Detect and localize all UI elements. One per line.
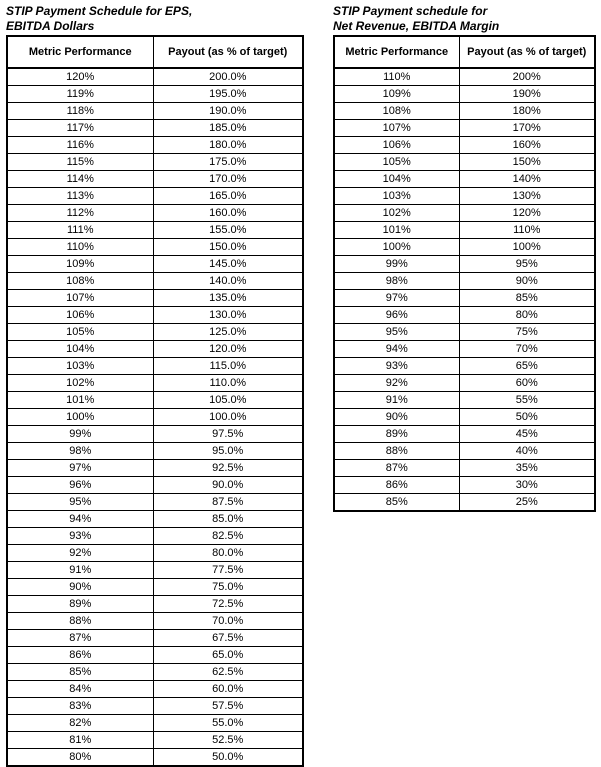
metric-performance-cell: 118%	[7, 103, 153, 120]
metric-performance-cell: 101%	[7, 392, 153, 409]
table-row	[7, 290, 303, 307]
payout-cell: 185.0%	[153, 120, 303, 137]
payout-cell: 125.0%	[153, 324, 303, 341]
metric-performance-cell: 82%	[7, 715, 153, 732]
metric-performance-cell: 116%	[7, 137, 153, 154]
table-row	[7, 103, 303, 120]
payout-cell: 85%	[459, 290, 595, 307]
table-row	[7, 477, 303, 494]
payout-cell: 195.0%	[153, 86, 303, 103]
metric-performance-cell: 96%	[334, 307, 459, 324]
table-row	[334, 120, 595, 137]
metric-performance-cell: 95%	[334, 324, 459, 341]
payout-cell: 40%	[459, 443, 595, 460]
metric-performance-cell: 91%	[334, 392, 459, 409]
metric-performance-cell: 93%	[334, 358, 459, 375]
column-header-payout: Payout (as % of target)	[459, 36, 595, 68]
left-table-body	[7, 68, 303, 766]
table-row	[7, 205, 303, 222]
table-row	[7, 732, 303, 749]
payout-cell: 35%	[459, 460, 595, 477]
payout-cell: 70.0%	[153, 613, 303, 630]
payout-cell: 170%	[459, 120, 595, 137]
metric-performance-cell: 86%	[7, 647, 153, 664]
table-row	[7, 68, 303, 86]
left-caption-line-2: EBITDA Dollars	[6, 19, 95, 33]
payout-cell: 130%	[459, 188, 595, 205]
table-row	[334, 273, 595, 290]
payout-cell: 160%	[459, 137, 595, 154]
table-row	[334, 137, 595, 154]
table-row	[334, 222, 595, 239]
metric-performance-cell: 89%	[7, 596, 153, 613]
metric-performance-cell: 114%	[7, 171, 153, 188]
table-row	[7, 579, 303, 596]
table-row	[7, 511, 303, 528]
metric-performance-cell: 91%	[7, 562, 153, 579]
payout-cell: 52.5%	[153, 732, 303, 749]
table-row	[7, 188, 303, 205]
table-row	[7, 273, 303, 290]
payout-cell: 150%	[459, 154, 595, 171]
payout-cell: 200.0%	[153, 68, 303, 86]
table-row	[7, 562, 303, 579]
metric-performance-cell: 94%	[334, 341, 459, 358]
payout-cell: 150.0%	[153, 239, 303, 256]
right-caption-line-2: Net Revenue, EBITDA Margin	[333, 19, 500, 33]
metric-performance-cell: 87%	[334, 460, 459, 477]
metric-performance-cell: 104%	[7, 341, 153, 358]
payout-cell: 170.0%	[153, 171, 303, 188]
payout-cell: 97.5%	[153, 426, 303, 443]
table-row	[334, 239, 595, 256]
metric-performance-cell: 109%	[7, 256, 153, 273]
right-table-caption	[333, 4, 596, 35]
table-row	[7, 630, 303, 647]
table-row	[334, 358, 595, 375]
metric-performance-cell: 98%	[334, 273, 459, 290]
table-row	[7, 681, 303, 698]
payout-cell: 55.0%	[153, 715, 303, 732]
metric-performance-cell: 92%	[7, 545, 153, 562]
table-row	[7, 222, 303, 239]
metric-performance-cell: 117%	[7, 120, 153, 137]
table-row	[334, 86, 595, 103]
table-row	[7, 698, 303, 715]
payout-cell: 140%	[459, 171, 595, 188]
metric-performance-cell: 85%	[7, 664, 153, 681]
table-header-row	[334, 36, 595, 68]
metric-performance-cell: 102%	[334, 205, 459, 222]
table-row	[7, 613, 303, 630]
payout-cell: 100%	[459, 239, 595, 256]
table-row	[7, 715, 303, 732]
payout-cell: 75.0%	[153, 579, 303, 596]
table-row	[334, 171, 595, 188]
metric-performance-cell: 106%	[334, 137, 459, 154]
metric-performance-cell: 111%	[7, 222, 153, 239]
payout-cell: 80%	[459, 307, 595, 324]
payout-cell: 92.5%	[153, 460, 303, 477]
payout-cell: 25%	[459, 494, 595, 512]
payout-cell: 120%	[459, 205, 595, 222]
metric-performance-cell: 100%	[334, 239, 459, 256]
payout-cell: 62.5%	[153, 664, 303, 681]
payout-cell: 90.0%	[153, 477, 303, 494]
column-header-metric: Metric Performance	[7, 36, 153, 68]
payout-cell: 120.0%	[153, 341, 303, 358]
payout-cell: 110%	[459, 222, 595, 239]
payout-cell: 165.0%	[153, 188, 303, 205]
table-row	[7, 528, 303, 545]
metric-performance-cell: 81%	[7, 732, 153, 749]
table-header-row	[7, 36, 303, 68]
payout-cell: 65%	[459, 358, 595, 375]
table-row	[334, 256, 595, 273]
metric-performance-cell: 115%	[7, 154, 153, 171]
payout-cell: 160.0%	[153, 205, 303, 222]
table-row	[7, 494, 303, 511]
payout-cell: 50%	[459, 409, 595, 426]
left-caption-line-1: STIP Payment Schedule for EPS,	[6, 4, 193, 18]
table-row	[7, 460, 303, 477]
payout-cell: 67.5%	[153, 630, 303, 647]
right-caption-line-1: STIP Payment schedule for	[333, 4, 488, 18]
metric-performance-cell: 97%	[334, 290, 459, 307]
table-row	[7, 86, 303, 103]
metric-performance-cell: 110%	[7, 239, 153, 256]
metric-performance-cell: 80%	[7, 749, 153, 767]
payout-cell: 180%	[459, 103, 595, 120]
table-row	[7, 341, 303, 358]
table-row	[7, 120, 303, 137]
table-row	[334, 341, 595, 358]
table-row	[334, 188, 595, 205]
table-row	[7, 409, 303, 426]
payout-cell: 180.0%	[153, 137, 303, 154]
payout-cell: 80.0%	[153, 545, 303, 562]
payout-cell: 95%	[459, 256, 595, 273]
metric-performance-cell: 95%	[7, 494, 153, 511]
metric-performance-cell: 103%	[7, 358, 153, 375]
payout-cell: 82.5%	[153, 528, 303, 545]
table-row	[334, 392, 595, 409]
metric-performance-cell: 120%	[7, 68, 153, 86]
table-row	[7, 239, 303, 256]
metric-performance-cell: 96%	[7, 477, 153, 494]
table-row	[7, 154, 303, 171]
column-header-metric: Metric Performance	[334, 36, 459, 68]
metric-performance-cell: 119%	[7, 86, 153, 103]
payout-cell: 87.5%	[153, 494, 303, 511]
table-row	[334, 205, 595, 222]
column-header-payout: Payout (as % of target)	[153, 36, 303, 68]
payout-cell: 90%	[459, 273, 595, 290]
payout-cell: 110.0%	[153, 375, 303, 392]
payout-cell: 95.0%	[153, 443, 303, 460]
metric-performance-cell: 97%	[7, 460, 153, 477]
metric-performance-cell: 110%	[334, 68, 459, 86]
metric-performance-cell: 104%	[334, 171, 459, 188]
metric-performance-cell: 90%	[334, 409, 459, 426]
table-row	[334, 460, 595, 477]
net-revenue-ebitda-margin-schedule	[333, 4, 596, 512]
metric-performance-cell: 87%	[7, 630, 153, 647]
metric-performance-cell: 105%	[334, 154, 459, 171]
payout-cell: 65.0%	[153, 647, 303, 664]
metric-performance-cell: 105%	[7, 324, 153, 341]
table-row	[7, 137, 303, 154]
metric-performance-cell: 92%	[334, 375, 459, 392]
table-row	[7, 392, 303, 409]
payout-cell: 30%	[459, 477, 595, 494]
table-row	[334, 409, 595, 426]
payout-cell: 60%	[459, 375, 595, 392]
payout-cell: 45%	[459, 426, 595, 443]
table-row	[7, 171, 303, 188]
metric-performance-cell: 100%	[7, 409, 153, 426]
payout-cell: 135.0%	[153, 290, 303, 307]
payout-cell: 50.0%	[153, 749, 303, 767]
table-row	[7, 647, 303, 664]
metric-performance-cell: 88%	[7, 613, 153, 630]
table-row	[334, 307, 595, 324]
metric-performance-cell: 107%	[7, 290, 153, 307]
table-row	[7, 324, 303, 341]
payout-cell: 145.0%	[153, 256, 303, 273]
table-row	[7, 443, 303, 460]
metric-performance-cell: 112%	[7, 205, 153, 222]
table-row	[7, 256, 303, 273]
payout-cell: 155.0%	[153, 222, 303, 239]
table-row	[334, 477, 595, 494]
table-row	[334, 290, 595, 307]
metric-performance-cell: 86%	[334, 477, 459, 494]
payout-cell: 77.5%	[153, 562, 303, 579]
table-row	[7, 664, 303, 681]
payout-cell: 190.0%	[153, 103, 303, 120]
table-row	[334, 68, 595, 86]
table-row	[334, 494, 595, 512]
table-row	[7, 545, 303, 562]
payout-cell: 75%	[459, 324, 595, 341]
payout-cell: 57.5%	[153, 698, 303, 715]
metric-performance-cell: 99%	[334, 256, 459, 273]
metric-performance-cell: 94%	[7, 511, 153, 528]
payout-cell: 100.0%	[153, 409, 303, 426]
metric-performance-cell: 99%	[7, 426, 153, 443]
payout-cell: 175.0%	[153, 154, 303, 171]
right-payout-table	[333, 35, 596, 512]
metric-performance-cell: 108%	[7, 273, 153, 290]
payout-cell: 190%	[459, 86, 595, 103]
table-row	[334, 103, 595, 120]
payout-cell: 72.5%	[153, 596, 303, 613]
metric-performance-cell: 88%	[334, 443, 459, 460]
table-row	[7, 426, 303, 443]
metric-performance-cell: 102%	[7, 375, 153, 392]
metric-performance-cell: 107%	[334, 120, 459, 137]
metric-performance-cell: 98%	[7, 443, 153, 460]
table-row	[334, 375, 595, 392]
payout-cell: 130.0%	[153, 307, 303, 324]
metric-performance-cell: 113%	[7, 188, 153, 205]
metric-performance-cell: 108%	[334, 103, 459, 120]
table-row	[334, 443, 595, 460]
metric-performance-cell: 101%	[334, 222, 459, 239]
payout-cell: 55%	[459, 392, 595, 409]
right-table-body	[334, 68, 595, 511]
payout-cell: 105.0%	[153, 392, 303, 409]
payout-cell: 60.0%	[153, 681, 303, 698]
table-row	[334, 426, 595, 443]
table-row	[334, 324, 595, 341]
metric-performance-cell: 83%	[7, 698, 153, 715]
table-row	[7, 358, 303, 375]
payout-cell: 85.0%	[153, 511, 303, 528]
payout-cell: 140.0%	[153, 273, 303, 290]
metric-performance-cell: 106%	[7, 307, 153, 324]
metric-performance-cell: 85%	[334, 494, 459, 512]
eps-ebitda-dollars-schedule	[6, 4, 304, 767]
metric-performance-cell: 103%	[334, 188, 459, 205]
metric-performance-cell: 109%	[334, 86, 459, 103]
payout-cell: 115.0%	[153, 358, 303, 375]
payout-cell: 200%	[459, 68, 595, 86]
table-row	[7, 307, 303, 324]
metric-performance-cell: 90%	[7, 579, 153, 596]
payout-cell: 70%	[459, 341, 595, 358]
table-row	[7, 749, 303, 767]
table-row	[334, 154, 595, 171]
table-row	[7, 596, 303, 613]
metric-performance-cell: 93%	[7, 528, 153, 545]
left-table-caption	[6, 4, 304, 35]
metric-performance-cell: 89%	[334, 426, 459, 443]
left-payout-table	[6, 35, 304, 767]
table-row	[7, 375, 303, 392]
metric-performance-cell: 84%	[7, 681, 153, 698]
